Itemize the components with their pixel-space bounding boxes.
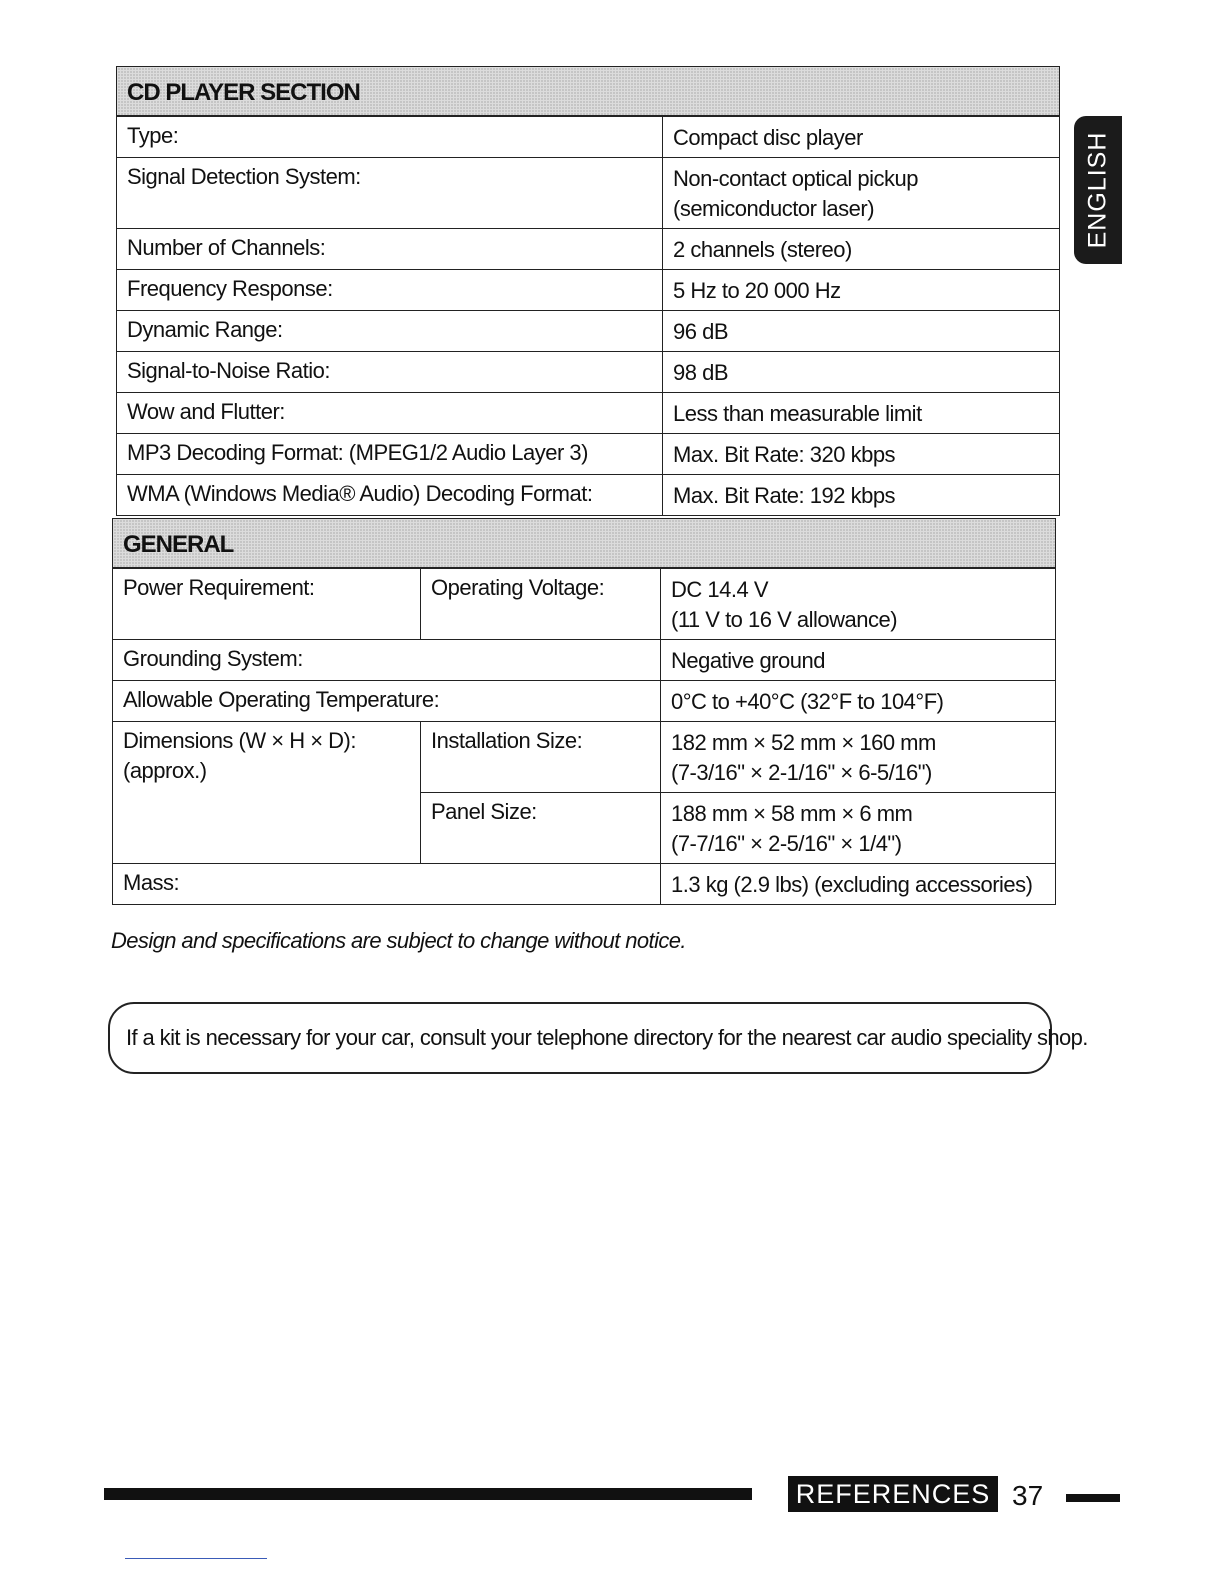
- table-row: [113, 640, 1056, 681]
- table-row: [117, 158, 1060, 229]
- spec-label: Wow and Flutter:: [117, 393, 663, 434]
- spec-value: 1.3 kg (2.9 lbs) (excluding accessories): [661, 864, 1056, 905]
- spec-label: Signal-to-Noise Ratio:: [117, 352, 663, 393]
- spec-label: Allowable Operating Temperature:: [113, 681, 661, 722]
- table-row: [113, 568, 1056, 640]
- general-section-title: GENERAL: [113, 519, 1056, 569]
- cd-player-spec-table: [116, 66, 1060, 516]
- spec-value-line: 188 mm × 58 mm × 6 mm: [671, 801, 913, 826]
- spec-label: MP3 Decoding Format: (MPEG1/2 Audio Layer 3): [117, 434, 663, 475]
- spec-value: Negative ground: [661, 640, 1056, 681]
- spec-label: Dimensions (W × H × D): (approx.): [113, 722, 421, 864]
- table-row: [117, 116, 1060, 158]
- spec-value-line: (7-7/16" × 2-5/16" × 1/4"): [671, 831, 902, 856]
- spec-label: Power Requirement:: [113, 568, 421, 640]
- general-spec-table: [112, 518, 1056, 905]
- footer-rule-left: [104, 1488, 752, 1500]
- spec-value: 98 dB: [663, 352, 1060, 393]
- table-row: [113, 722, 1056, 793]
- spec-label: Number of Channels:: [117, 229, 663, 270]
- spec-value: Max. Bit Rate: 320 kbps: [663, 434, 1060, 475]
- specifications-notice: Design and specifications are subject to change without notice.: [111, 928, 686, 953]
- spec-value: Less than measurable limit: [663, 393, 1060, 434]
- spec-label: Mass:: [113, 864, 661, 905]
- spec-value-line: (11 V to 16 V allowance): [671, 607, 898, 632]
- footer-section-badge: REFERENCES: [788, 1476, 998, 1512]
- table-row: [117, 434, 1060, 475]
- spec-value-line: 182 mm × 52 mm × 160 mm: [671, 730, 936, 755]
- spec-sublabel: Installation Size:: [421, 722, 661, 793]
- spec-value-line: (semiconductor laser): [673, 196, 875, 221]
- footer-rule-right: [1066, 1494, 1120, 1502]
- table-row: [113, 864, 1056, 905]
- spec-label: WMA (Windows Media® Audio) Decoding Format:: [117, 475, 663, 516]
- spec-value-line: DC 14.4 V: [671, 577, 768, 602]
- spec-value-line: Non-contact optical pickup: [673, 166, 919, 191]
- spec-value: Max. Bit Rate: 192 kbps: [663, 475, 1060, 516]
- spec-label: Dynamic Range:: [117, 311, 663, 352]
- table-row: [117, 311, 1060, 352]
- spec-label: Frequency Response:: [117, 270, 663, 311]
- table-row: [117, 229, 1060, 270]
- table-row: [117, 270, 1060, 311]
- spec-value: 2 channels (stereo): [663, 229, 1060, 270]
- cd-section-title: CD PLAYER SECTION: [117, 67, 1060, 117]
- decorative-line: [125, 1558, 267, 1559]
- info-box: If a kit is necessary for your car, consult your telephone directory for the nearest car audio speciality shop.: [108, 1002, 1052, 1074]
- spec-value: 96 dB: [663, 311, 1060, 352]
- spec-value: 0°C to +40°C (32°F to 104°F): [661, 681, 1056, 722]
- spec-value: [663, 158, 1060, 229]
- spec-label: Signal Detection System:: [117, 158, 663, 229]
- spec-value-line: (7-3/16" × 2-1/16" × 6-5/16"): [671, 760, 932, 785]
- language-tab: [1074, 116, 1122, 264]
- spec-sublabel: Panel Size:: [421, 793, 661, 864]
- spec-value: [661, 568, 1056, 640]
- spec-label: Type:: [117, 116, 663, 158]
- spec-value: Compact disc player: [663, 116, 1060, 158]
- spec-label: Grounding System:: [113, 640, 661, 681]
- spec-value: [661, 793, 1056, 864]
- page-number: 37: [1012, 1480, 1044, 1511]
- spec-value: [661, 722, 1056, 793]
- table-row: [117, 475, 1060, 516]
- table-row: [117, 393, 1060, 434]
- table-row: [117, 352, 1060, 393]
- table-row: [113, 681, 1056, 722]
- language-tab-label: ENGLISH: [1083, 131, 1112, 249]
- spec-value: 5 Hz to 20 000 Hz: [663, 270, 1060, 311]
- spec-sublabel: Operating Voltage:: [421, 568, 661, 640]
